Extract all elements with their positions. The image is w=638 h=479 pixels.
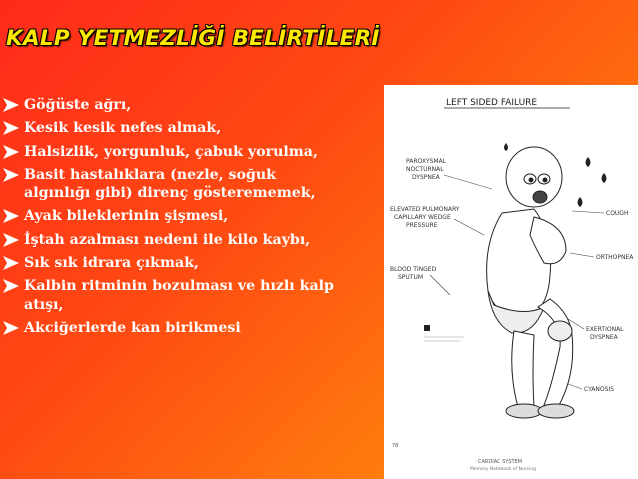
list-item-text: İştah azalması nedeni ile kilo kaybı, [24, 231, 311, 248]
label-blood-2: SPUTUM [398, 274, 424, 281]
list-item [2, 319, 342, 337]
label-paroxysmal-3: DYSPNEA [412, 174, 440, 181]
left-sided-failure-illustration [384, 85, 638, 479]
arrow-bullet-icon [2, 167, 20, 183]
list-item-text: Ayak bileklerinin şişmesi, [24, 208, 229, 225]
list-item-text: Halsizlik, yorgunluk, çabuk yorulma, [24, 143, 318, 160]
illustration-drawing [384, 85, 638, 479]
copyright-note [424, 325, 464, 341]
list-item [2, 143, 342, 161]
label-paroxysmal-1: PAROXYSMAL [406, 158, 447, 165]
arrow-bullet-icon [2, 144, 20, 160]
arrow-bullet-icon [2, 232, 20, 248]
list-item-text: Göğüste ağrı, [24, 97, 132, 113]
label-cough: COUGH [606, 210, 629, 217]
label-elevated-3: PRESSURE [406, 222, 438, 229]
list-item [2, 166, 342, 203]
list-item-text: Basit hastalıklara (nezle, soğuk algınlığı gibi) direnç gösterememek, [24, 166, 316, 202]
label-exertional-1: EXERTIONAL [586, 326, 624, 333]
label-exertional-2: DYSPNEA [590, 334, 618, 341]
symptom-list [2, 96, 342, 342]
arrow-bullet-icon [2, 120, 20, 136]
slide-title: KALP YETMEZLİĞİ BELİRTİLERİ [6, 26, 380, 51]
list-item [2, 231, 342, 249]
patient-figure [487, 147, 574, 418]
list-item-text: Akciğerlerde kan birikmesi [24, 319, 241, 336]
label-elevated-2: CAPILLARY WEDGE [394, 214, 451, 221]
list-item [2, 96, 342, 114]
list-item [2, 277, 342, 314]
list-item [2, 207, 342, 225]
page-number: 78 [392, 443, 399, 449]
arrow-bullet-icon [2, 278, 20, 294]
list-item [2, 119, 342, 137]
figure-heading: LEFT SIDED FAILURE [446, 98, 538, 108]
list-item [2, 254, 342, 272]
label-paroxysmal-2: NOCTURNAL [406, 166, 444, 173]
footer-line-1: CARDIAC SYSTEM [478, 459, 523, 465]
list-item-text: Sık sık idrara çıkmak, [24, 255, 199, 272]
label-orthopnea: ORTHOPNEA [596, 254, 634, 261]
label-cyanosis: CYANOSIS [584, 386, 614, 393]
arrow-bullet-icon [2, 97, 20, 113]
arrow-bullet-icon [2, 208, 20, 224]
footer-line-2: Memory Notebook of Nursing [470, 467, 536, 472]
label-blood-1: BLOOD TINGED [390, 266, 437, 273]
list-item-text: Kesik kesik nefes almak, [24, 120, 222, 137]
arrow-bullet-icon [2, 320, 20, 336]
list-item-text: Kalbin ritminin bozulması ve hızlı kalp atışı, [24, 278, 334, 313]
arrow-bullet-icon [2, 255, 20, 271]
label-elevated-1: ELEVATED PULMONARY [390, 206, 460, 213]
